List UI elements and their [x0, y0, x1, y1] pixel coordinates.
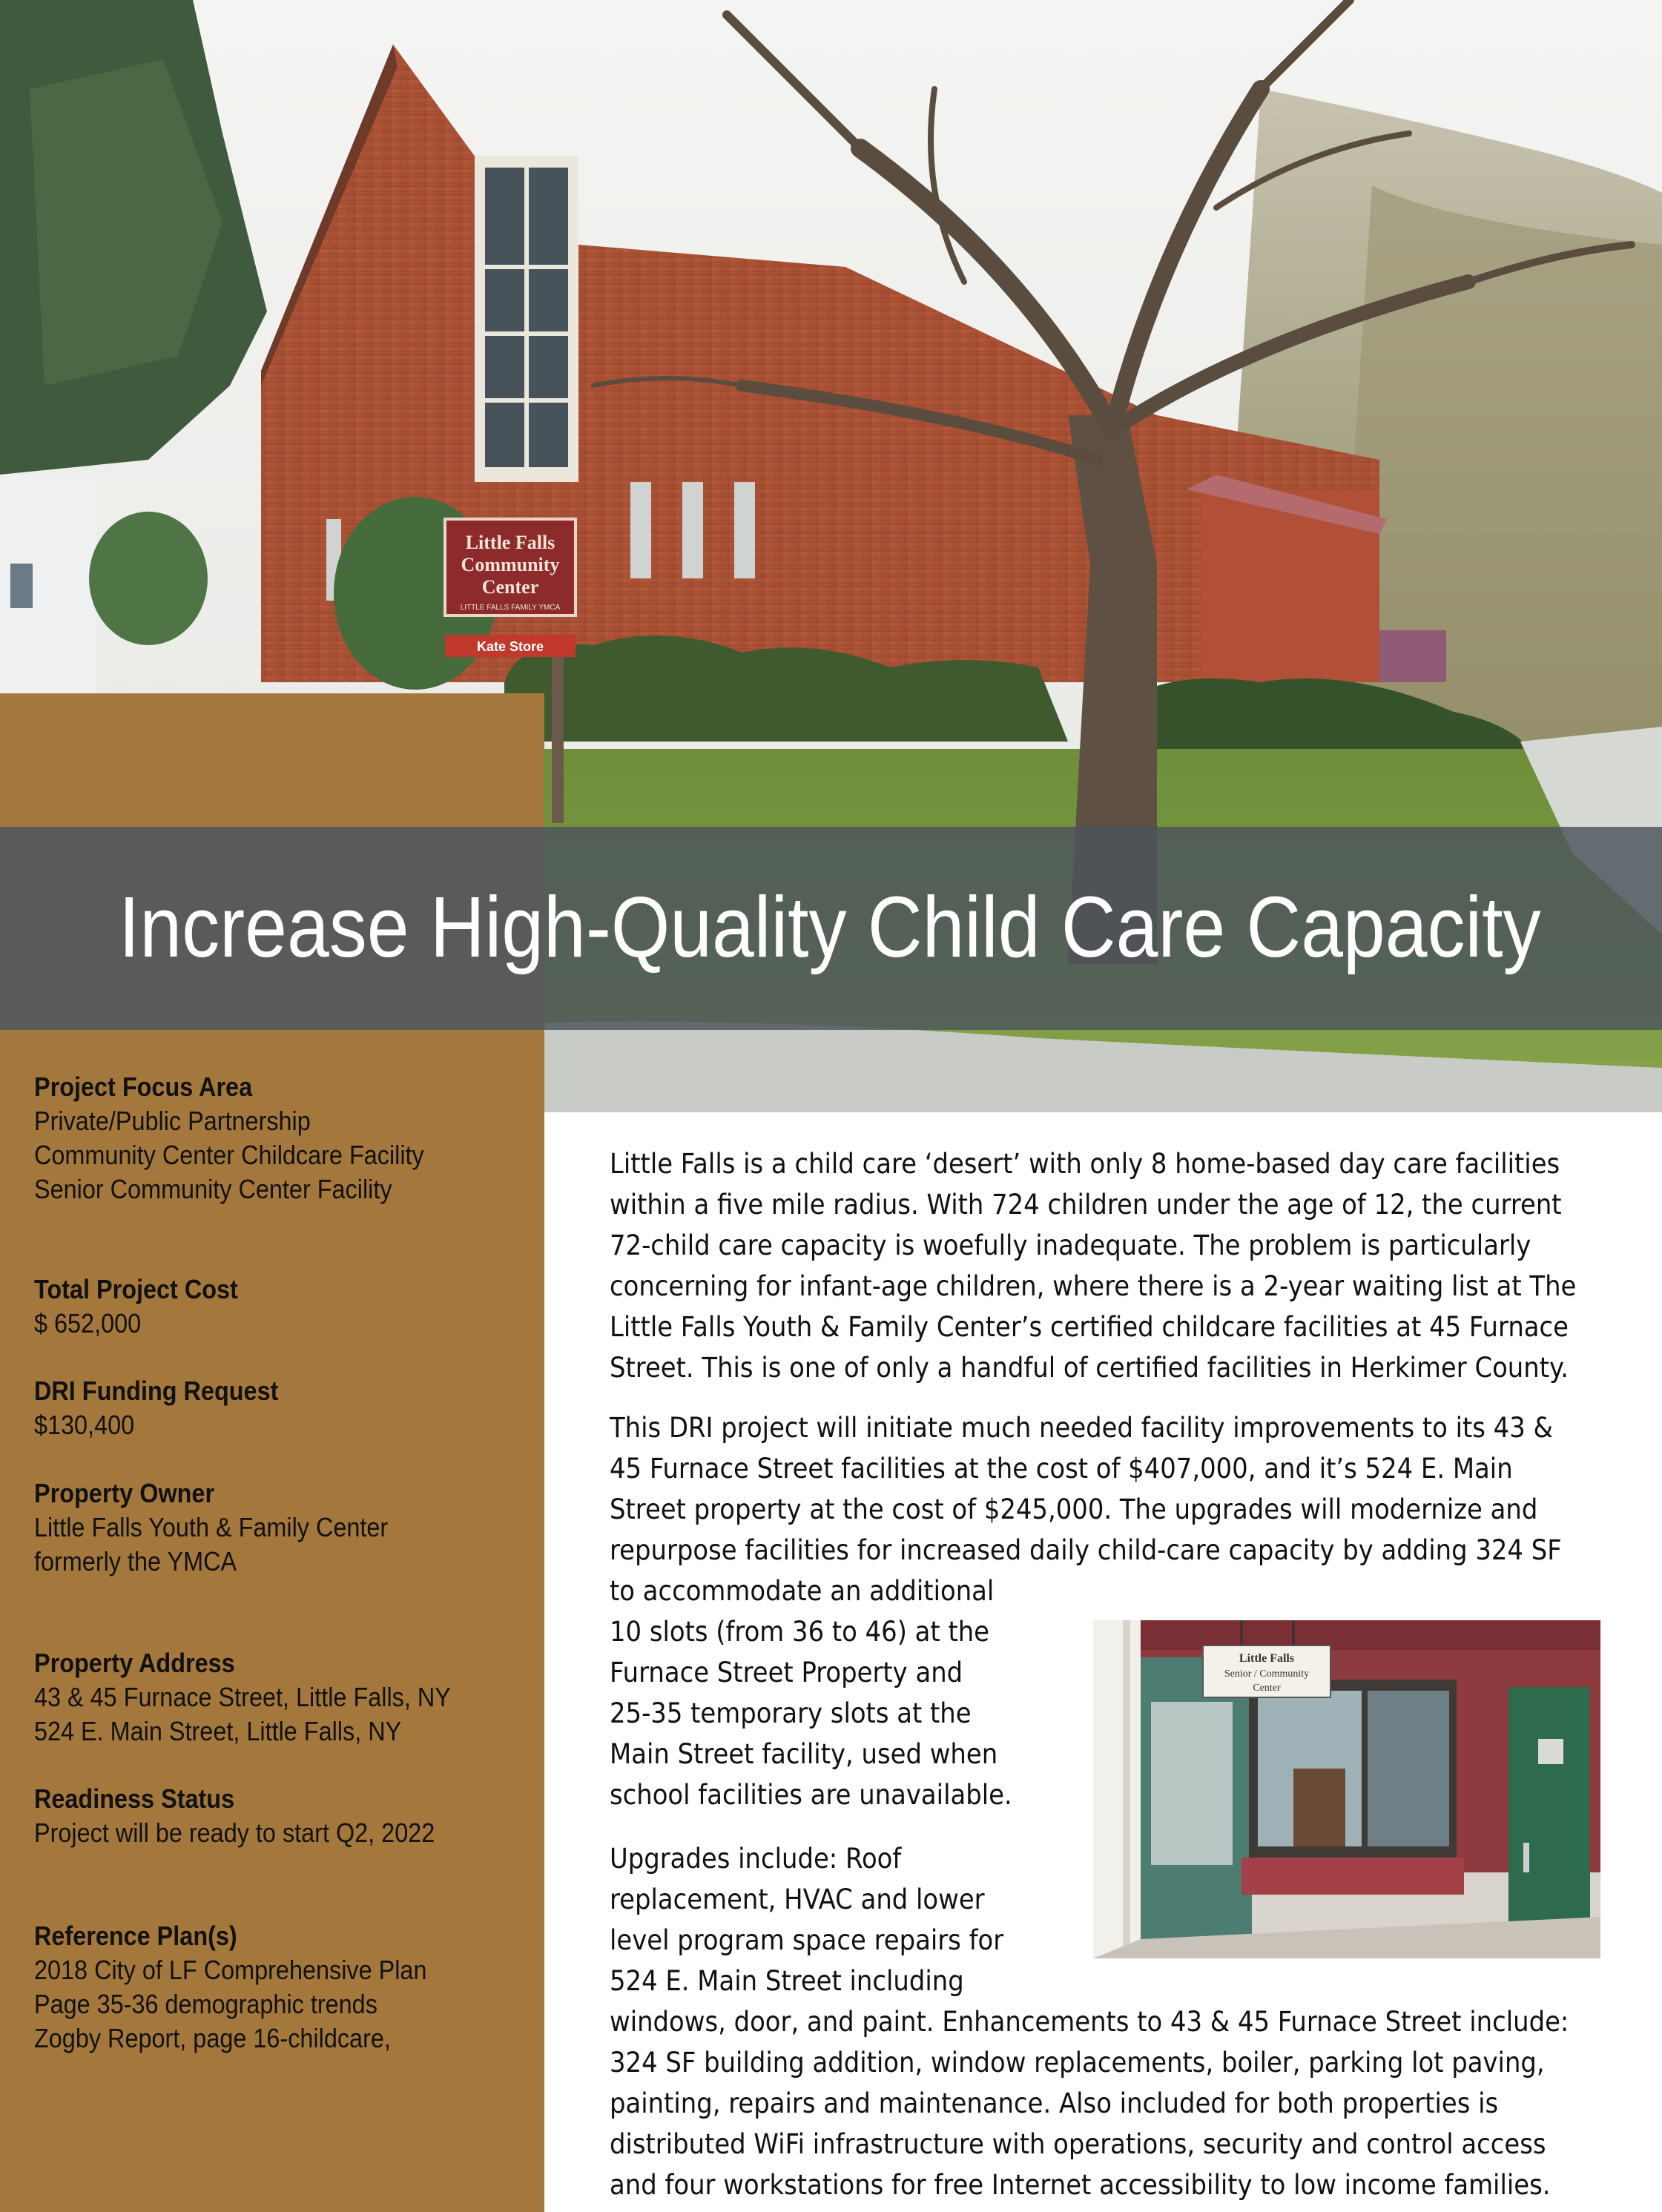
paragraph-line: distributed WiFi infrastructure with operations, security and control access	[610, 2128, 1546, 2160]
paragraph-line: Street. This is one of only a handful of certified facilities in Herkimer County.	[610, 1352, 1569, 1384]
focus-heading: Project Focus Area	[34, 1072, 253, 1102]
page-title: Increase High-Quality Child Care Capacity	[119, 879, 1541, 975]
reference-heading: Reference Plan(s)	[34, 1921, 237, 1951]
reference-line: Zogby Report, page 16-childcare,	[34, 2023, 391, 2053]
paragraph-line: Little Falls Youth & Family Center’s certified childcare facilities at 45 Furnace	[610, 1311, 1569, 1343]
address-line: 524 E. Main Street, Little Falls, NY	[34, 1716, 402, 1746]
paragraph-line: repurpose facilities for increased daily child-care capacity by adding 324 SF	[610, 1534, 1562, 1566]
paragraph-line: painting, repairs and maintenance. Also included for both properties is	[610, 2087, 1499, 2119]
paragraph-line: 324 SF building addition, window replacements, boiler, parking lot paving,	[610, 2047, 1545, 2079]
storefront-photo	[1093, 1620, 1600, 1958]
reference-line: 2018 City of LF Comprehensive Plan	[34, 1955, 427, 1985]
paragraph-line: windows, door, and paint. Enhancements to 43 & 45 Furnace Street include:	[610, 2006, 1569, 2038]
readiness-section	[34, 1782, 538, 1850]
hero-sign-line2: Community	[461, 554, 560, 575]
paragraph-line: Street property at the cost of $245,000. The upgrades will modernize and	[610, 1493, 1538, 1525]
reference-section	[34, 1919, 538, 2056]
owner-line: Little Falls Youth & Family Center	[34, 1512, 389, 1542]
address-line: 43 & 45 Furnace Street, Little Falls, NY	[34, 1682, 451, 1712]
paragraph-line: 25-35 temporary slots at the	[610, 1697, 972, 1729]
hero-sign-store: Kate Store	[476, 639, 544, 654]
paragraph-line: 524 E. Main Street including	[610, 1965, 964, 1997]
focus-line: Community Center Childcare Facility	[34, 1140, 424, 1170]
reference-line: Page 35-36 demographic trends	[34, 1989, 377, 2019]
storefront-sign-line1: Little Falls	[1239, 1652, 1295, 1665]
paragraph-line: Furnace Street Property and	[610, 1657, 963, 1688]
cost-heading: Total Project Cost	[34, 1274, 238, 1304]
paragraph-line: 10 slots (from 36 to 46) at the	[610, 1616, 990, 1648]
address-heading: Property Address	[34, 1648, 235, 1678]
address-section	[34, 1646, 538, 1749]
paragraph-line: 72-child care capacity is woefully inadequate. The problem is particularly	[610, 1229, 1531, 1261]
readiness-value: Project will be ready to start Q2, 2022	[34, 1818, 435, 1848]
paragraph-line: Upgrades include: Roof	[610, 1843, 902, 1875]
cost-section	[34, 1272, 538, 1341]
paragraph-line: concerning for infant-age children, where there is a 2-year waiting list at The	[610, 1270, 1577, 1302]
hero-sign-line3: Center	[481, 576, 539, 598]
paragraph-line: to accommodate an additional	[610, 1575, 995, 1607]
owner-heading: Property Owner	[34, 1478, 215, 1508]
paragraph-line: Little Falls is a child care ‘desert’ with only 8 home-based day care facilities	[610, 1148, 1560, 1180]
paragraph-line: This DRI project will initiate much needed facility improvements to its 43 &	[610, 1412, 1553, 1444]
storefront-sign-line2: Senior / Community	[1224, 1668, 1310, 1680]
paragraph-line: 45 Furnace Street facilities at the cost of $407,000, and it’s 524 E. Main	[610, 1453, 1513, 1485]
funding-value: $130,400	[34, 1410, 135, 1440]
paragraph-line: school facilities are unavailable.	[610, 1779, 1012, 1811]
hero-sign-line1: Little Falls	[465, 532, 555, 553]
paragraph-line: Main Street facility, used when	[610, 1738, 998, 1770]
paragraph-line: and four workstations for free Internet accessibility to low income families.	[610, 2169, 1551, 2201]
paragraph-line: replacement, HVAC and lower	[610, 1883, 985, 1915]
focus-line: Private/Public Partnership	[34, 1106, 311, 1136]
owner-line: formerly the YMCA	[34, 1546, 237, 1577]
hero-sign-sub: LITTLE FALLS FAMILY YMCA	[460, 604, 561, 612]
focus-section	[34, 1070, 538, 1206]
funding-heading: DRI Funding Request	[34, 1376, 279, 1406]
paragraph-line: level program space repairs for	[610, 1924, 1004, 1956]
funding-section	[34, 1374, 538, 1442]
focus-line: Senior Community Center Facility	[34, 1174, 392, 1204]
storefront-sign-line3: Center	[1253, 1683, 1281, 1694]
readiness-heading: Readiness Status	[34, 1783, 235, 1814]
owner-section	[34, 1476, 538, 1579]
cost-value: $ 652,000	[34, 1308, 142, 1338]
paragraph-line: within a five mile radius. With 724 children under the age of 12, the current	[610, 1189, 1562, 1221]
paragraph-1	[610, 1143, 1576, 1388]
